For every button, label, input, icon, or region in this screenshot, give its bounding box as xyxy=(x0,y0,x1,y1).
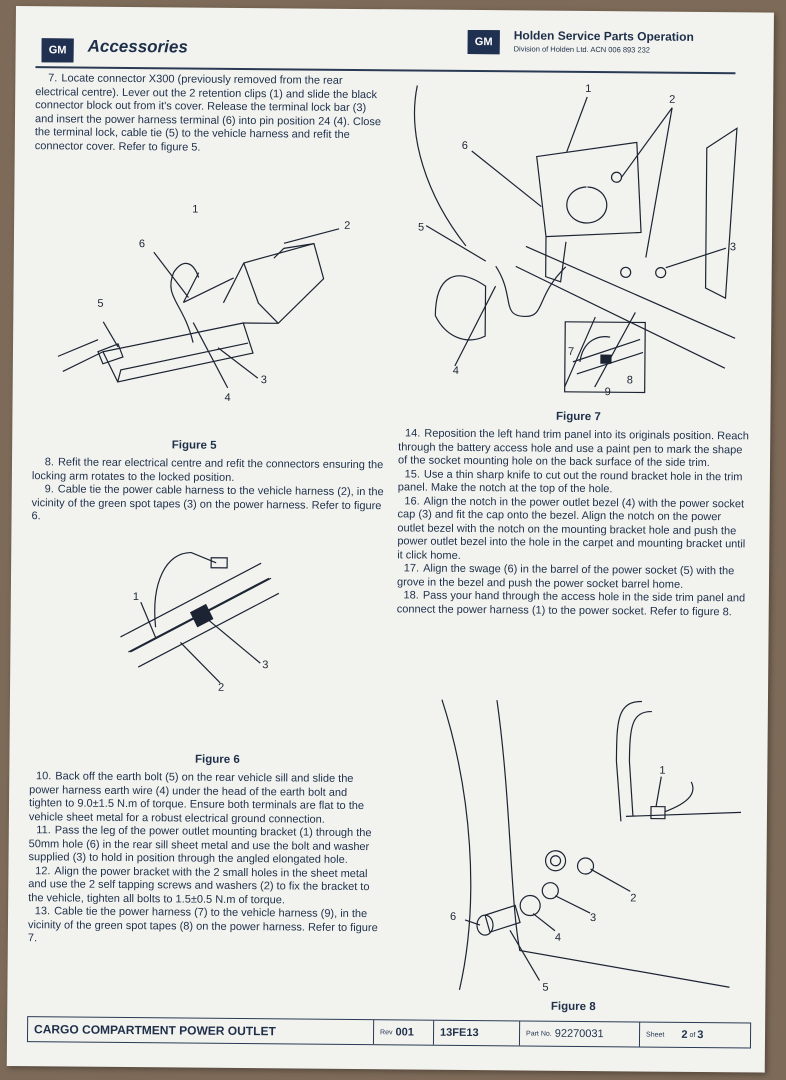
fig5-label-5: 5 xyxy=(97,297,104,310)
fig7-label-8: 8 xyxy=(626,374,633,387)
steps-14-18: 14. Reposition the left hand trim panel into its originals position. Reach through the battery access hole and use a paint pen to mark the shape of the socket mounting hole on the back surface of the side trim. 15. Use a thin sharp knife to cut out the round bracket hole in the trim panel. Make the notch at the top of the hole. 16. Align the notch in the power outlet bezel (4) with the power socket cap (3) and fit the cap onto the bezel. Align the notch on the power outlet bezel with the notch on the mounting bracket hole and push the power outlet bezel into the hole in the carpet and mounting bracket until it click home. 17. Align the swage (6) in the barrel of the power socket (5) with the grove in the bezel and push the power socket barrel home. 18. Pass your hand through the access hole in the side trim panel and connect the power harness (1) to the power socket. Refer to figure 8. xyxy=(396,427,750,618)
figure-8-diagram xyxy=(399,699,747,1002)
fig8-label-2: 2 xyxy=(630,892,637,905)
fig6-label-3: 3 xyxy=(262,659,269,672)
fig6-label-1: 1 xyxy=(132,591,140,604)
fig8-label-1: 1 xyxy=(659,764,666,777)
figure-6-caption: Figure 6 xyxy=(195,753,240,766)
fig5-label-4: 4 xyxy=(224,391,231,404)
instruction-sheet xyxy=(7,6,774,1073)
fig5-label-6: 6 xyxy=(138,238,146,251)
fig5-label-1: 1 xyxy=(192,203,199,216)
figure-7-diagram xyxy=(405,75,753,408)
figure-5-caption: Figure 5 xyxy=(171,439,217,452)
company-division: Division of Holden Ltd. ACN 006 893 232 xyxy=(513,44,651,55)
step-7: 7. Locate connector X300 (previously removed from the rear electrical centre). Lever out the 2 retention clips (1) and slide the black connector block out from it's cover. Release the terminal lock bar (3) and insert the power harness terminal (6) into pin position 24 (4). Close the terminal lock, cable tie (5) to the vehicle harness and refit the connector cover. Refer to figure 5. xyxy=(34,72,382,154)
steps-8-9: 8. Refit the rear electrical centre and refit the connectors ensuring the locking arm rotates to the locked position. 9. Cable tie the power cable harness to the vehicle harness (2), in the vicinity of the green spot tapes (3) on the power harness. Refer to figure 6. xyxy=(31,456,384,523)
fig7-label-6: 6 xyxy=(461,139,468,152)
document-code: 13FE13 xyxy=(434,1021,520,1046)
fig7-label-3: 3 xyxy=(729,241,737,254)
figure-8-caption: Figure 8 xyxy=(550,1000,596,1014)
fig5-label-3: 3 xyxy=(260,374,267,387)
company-name: Holden Service Parts Operation xyxy=(513,28,694,44)
document-title: CARGO COMPARTMENT POWER OUTLET xyxy=(28,1017,374,1044)
revision: Rev 001 xyxy=(374,1020,434,1045)
fig7-label-4: 4 xyxy=(452,364,460,377)
figure-7-caption: Figure 7 xyxy=(556,410,601,424)
page-header xyxy=(35,20,735,74)
sheet-number: Sheet 2 of 3 xyxy=(646,1028,704,1042)
part-number: Part No. 92270031 xyxy=(520,1021,640,1046)
figure-5-diagram xyxy=(42,201,364,414)
steps-10-13: 10. Back off the earth bolt (5) on the rear vehicle sill and slide the power harness earth wire (4) under the head of the earth bolt and tighten to 9.0±1.5 N.m of torque. Ensure both terminals are flat to the vehicle sheet metal for a robust electrical ground connection. 11. Pass the leg of the power outlet mounting bracket (1) through the 50mm hole (6) in the rear sill sheet metal and use the bolt and washer supplied (3) to hold in position through the angled elongated hole. 12. Align the power bracket with the 2 small holes in the sheet metal and use the 2 self tapping screws and washers (2) to fix the bracket to the vehicle, tighten all bolts to 1.5±0.5 N.m of torque. 13. Cable tie the power harness (7) to the vehicle harness (9), in the vicinity of the green spot tapes (8) on the power harness. Refer to figure 7. xyxy=(27,770,378,945)
gm-logo: GM xyxy=(42,38,74,62)
gm-logo-right: GM xyxy=(468,30,500,54)
section-title: Accessories xyxy=(87,36,188,57)
fig7-label-5: 5 xyxy=(418,221,425,234)
fig8-label-6: 6 xyxy=(450,910,457,923)
fig5-label-2: 2 xyxy=(344,219,351,232)
fig7-label-9: 9 xyxy=(604,386,611,399)
fig7-label-1: 1 xyxy=(585,82,592,96)
fig8-label-3: 3 xyxy=(590,912,597,925)
fig8-label-4: 4 xyxy=(554,931,562,944)
fig7-label-7: 7 xyxy=(567,345,575,358)
footer-title-block xyxy=(27,1016,751,1048)
figure-6-diagram xyxy=(110,542,291,694)
fig8-label-5: 5 xyxy=(542,981,549,994)
fig6-label-2: 2 xyxy=(218,681,225,694)
fig7-label-2: 2 xyxy=(669,93,676,106)
